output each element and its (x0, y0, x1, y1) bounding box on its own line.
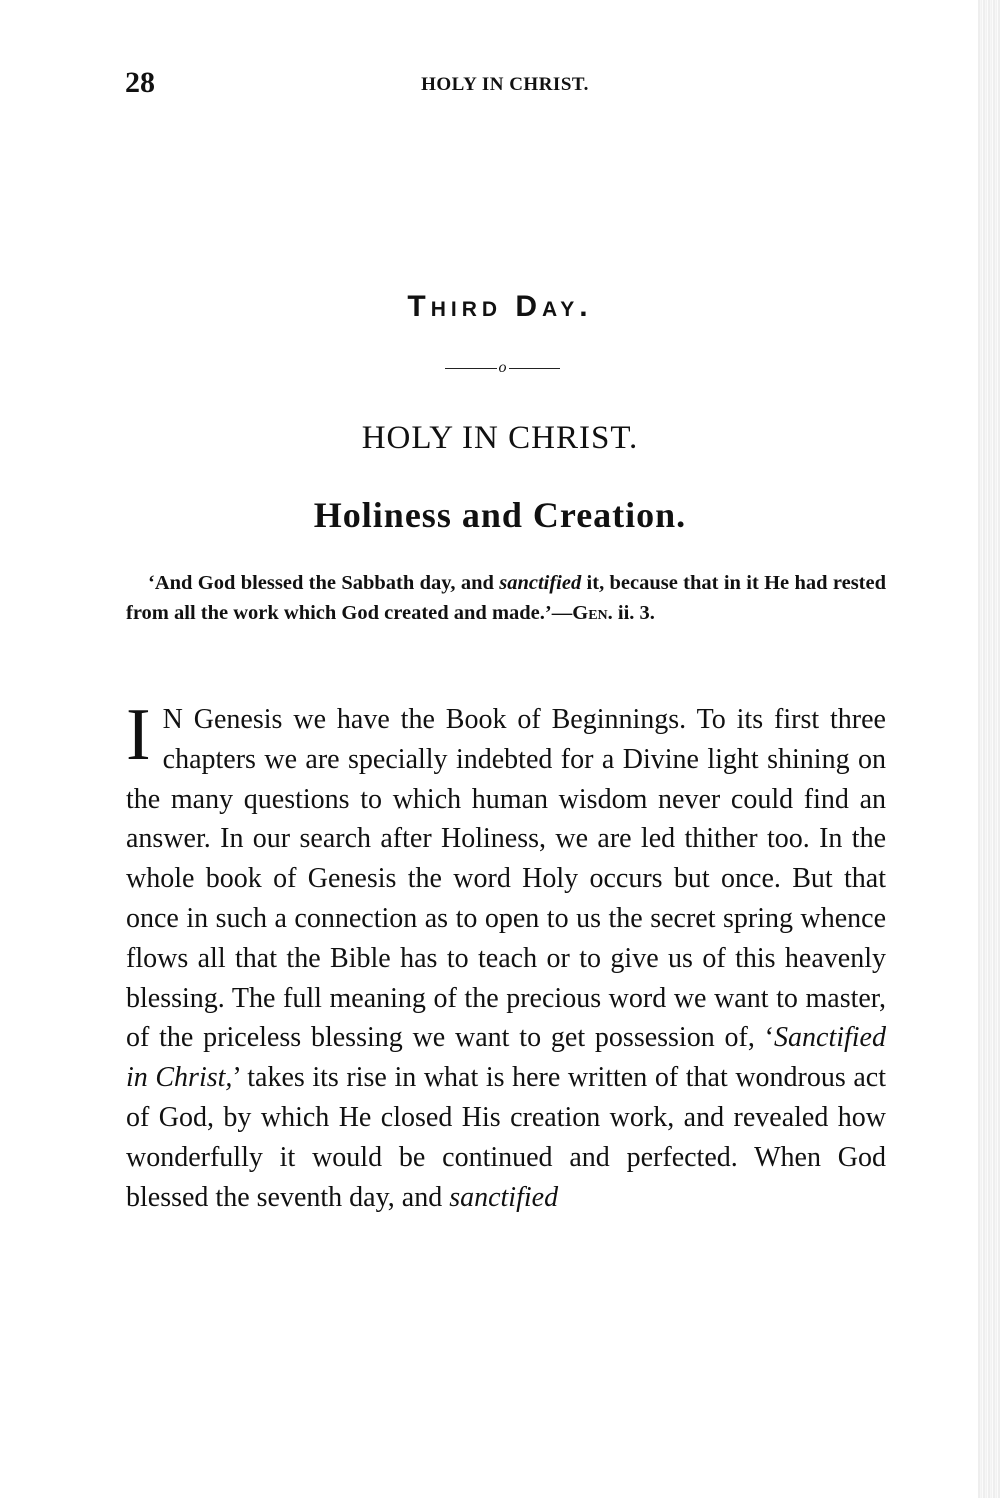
epigraph-reference-tail: ii. 3. (612, 602, 655, 624)
page-binding-edge (978, 0, 1000, 1498)
body-paragraph (126, 694, 886, 1217)
body-text: ’ takes its rise in what is here written of that wondrous act of God, by which He closed His creation work, and revealed how wonderfully it would be continued and perfected. When God blessed the seventh day, and (126, 1062, 886, 1213)
epigraph-text: it, because that in it He had rested from all the work which God created and made.’— (126, 572, 886, 624)
epigraph-emphasis: sanctified (499, 572, 582, 594)
epigraph-text: ‘And God blessed the Sabbath day, and (148, 572, 500, 594)
epigraph (126, 568, 886, 628)
divider-rule-left (445, 368, 497, 369)
chapter-title: HOLY IN CHRIST. (361, 420, 639, 456)
drop-cap: I (126, 694, 151, 776)
body-emphasis: sanctified (449, 1181, 559, 1213)
running-title: HOLY IN CHRIST. (421, 74, 589, 95)
running-head (125, 66, 885, 106)
page-number: 28 (125, 66, 155, 99)
day-heading: Third Day. (407, 290, 593, 323)
body-text: N Genesis we have the Book of Beginnings. To its first three chapters we are specially indebted for a Divine light shining on the many questions to which human wisdom never could find an answer. In our search after Holiness, we are led thither too. In the whole book of Genesis the word Holy occurs but once. But that once in such a connection as to open to us the secret spring whence flows all that the Bible has to teach or to give us of this heavenly blessing. The full meaning of the precious word we want to master, of the priceless blessing we want to get possession of, ‘ (126, 704, 886, 1054)
ornament-divider (445, 358, 560, 378)
divider-rule-right (509, 368, 561, 369)
body-emphasis: Sanctified in Christ, (126, 1022, 886, 1094)
chapter-subtitle: Holiness and Creation. (313, 495, 687, 535)
divider-glyph: o (498, 359, 507, 376)
epigraph-reference: Gen. (572, 602, 613, 624)
